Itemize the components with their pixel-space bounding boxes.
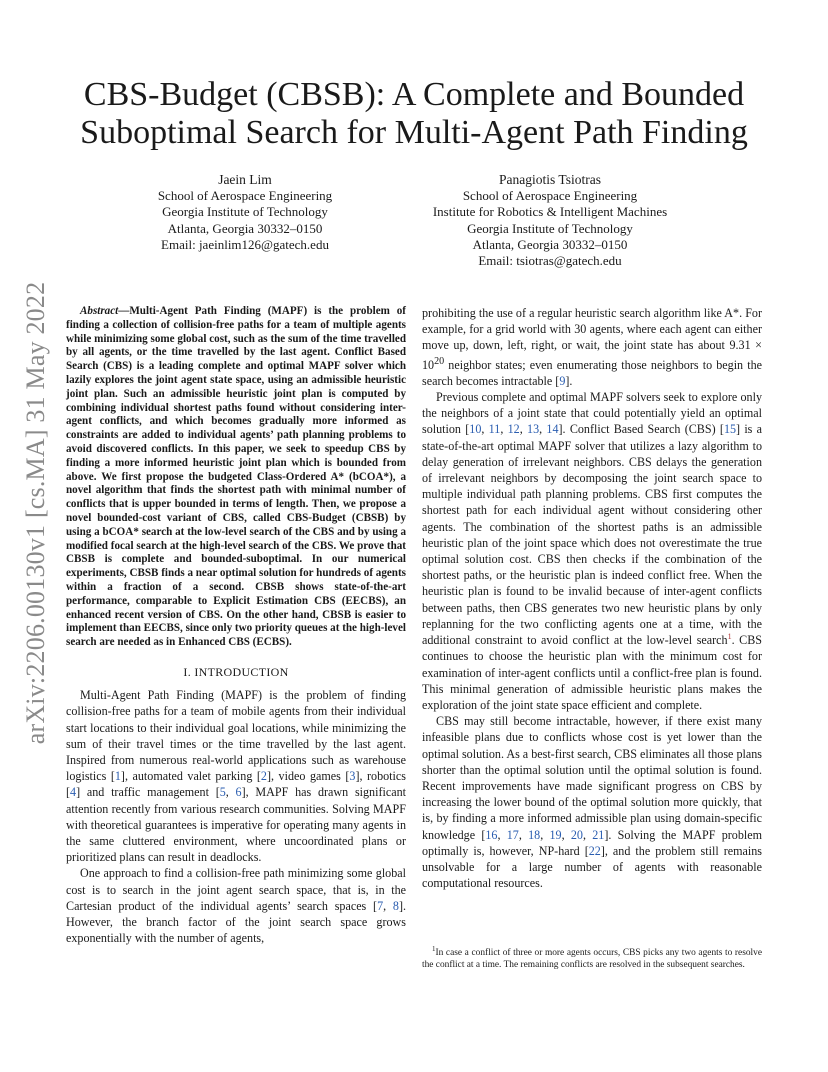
author-affiliation: Georgia Institute of Technology [467, 220, 633, 236]
citation-link[interactable]: 20 [570, 827, 583, 842]
citation-link[interactable]: 9 [559, 373, 566, 388]
author-affiliation: Institute for Robotics & Intelligent Machines [432, 204, 668, 220]
citation-link[interactable]: 4 [70, 785, 77, 800]
author-affiliation: School of Aerospace Engineering [462, 188, 638, 204]
citation-link[interactable]: 13 [527, 422, 540, 437]
citation-link[interactable]: 19 [549, 827, 562, 842]
citation-link[interactable]: 16 [485, 827, 498, 842]
citation-link[interactable]: 1 [114, 769, 121, 784]
citation-link[interactable]: 18 [528, 827, 541, 842]
citation-link[interactable]: 11 [488, 422, 501, 437]
citation-link[interactable]: 21 [592, 827, 605, 842]
arxiv-identifier: arXiv:2206.00130v1 [cs.MA] 31 May 2022 [21, 281, 50, 745]
footnote [422, 944, 762, 971]
citation-link[interactable]: 14 [546, 422, 559, 437]
citation-link[interactable]: 5 [219, 785, 226, 800]
author-block-1 [120, 172, 370, 253]
citation-link[interactable]: 7 [377, 898, 384, 913]
author-email: Email: tsiotras@gatech.edu [478, 253, 622, 269]
citation-link[interactable]: 15 [723, 422, 737, 437]
left-column [66, 305, 406, 946]
intro-paragraph-2: One approach to find a collision-free path minimizing some global cost is to search in the joint agent search space, that is, in the Cartesian product of the individual agents’ search spaces [7, 8]. However, the branch factor of the joint search space grows exponentially with the number of agents, [66, 866, 406, 946]
citation-link[interactable]: 2 [260, 769, 267, 784]
footnote-mark: 1 [432, 945, 436, 953]
citation-link[interactable]: 8 [392, 898, 399, 913]
citation-link[interactable]: 17 [506, 827, 519, 842]
footnote-text: $^1$In case a conflict of three or more agents occurs, CBS picks any two agents to resolve the conflict at a time. The remaining conflicts are resolved in the subsequent searches. [422, 945, 762, 970]
citation-link[interactable]: 12 [507, 422, 520, 437]
author-name: Panagiotis Tsiotras [499, 172, 601, 187]
author-affiliation: School of Aerospace Engineering [157, 188, 333, 204]
arxiv-sidebar [14, 268, 58, 758]
math-exponent: 20 [434, 355, 445, 367]
author-address: Atlanta, Georgia 30332–0150 [472, 236, 628, 252]
paper-title [60, 76, 768, 152]
title-line-1: CBS-Budget (CBSB): A Complete and Bounded [83, 76, 745, 113]
right-column [422, 305, 762, 891]
section-heading-introduction: I. INTRODUCTION [183, 664, 289, 679]
math-expression: 9.31 × 10 [422, 338, 762, 372]
abstract [66, 305, 406, 650]
footnote-reference[interactable]: 1 [727, 632, 732, 642]
right-paragraph-2: Previous complete and optimal MAPF solvers seek to explore only the neighbors of a joint state that could potentially yield an optimal solution [10, 11, 12, 13, 14]. Conflict Based Search (CBS) [15] is a state-of-the-art optimal MAPF solver that utilizes a lazy algorithm to delay generation of irrelevant neighbors. CBS delays the generation of irrelevant neighbors by decomposing the joint search space to multiple individual path planning problems. CBS first computes the shortest path for each individual agent without considering other agents. The combination of the shortest paths is an admissible heuristic plan of the joint space which does not overestimate the true optimal solution cost. CBS then checks if the combination of the shortest paths, or the heuristic plan is indeed conflict free. When the heuristic plan is found to be invalid because of inter-agent conflicts between paths, then CBS generates two new heuristic plans by only replanning for the two conflicting agents one at a time, with the additional constraint to avoid conflict at the low-level search$^1$. CBS continues to choose the heuristic plan with the minimum cost for examination of inter-agent conflicts until a conflict-free plan is found. This minimal generation of admissible heuristic plans makes the exploration of the joint state space efficient and complete. [422, 390, 763, 712]
abstract-label: Abstract [80, 305, 119, 317]
citation-link[interactable]: 3 [349, 769, 356, 784]
intro-paragraph-1: Multi-Agent Path Finding (MAPF) is the problem of finding collision-free paths for a team of mobile agents from their individual start locations to their individual goal locations, while minimizing the sum of their travel times or the time travelled by the last agent. Inspired from numerous real-world applications such as warehouse logistics [1], automated valet parking [2], video games [3], robotics [4] and traffic management [5, 6], MAPF has drawn significant attention recently from various research communities. Solving MAPF with theoretical guarantees is imperative for operating many agents in the same cluttered environment, where uncoordinated plans or prioritized plans can result in deadlocks. [66, 688, 406, 865]
citation-link[interactable]: 10 [469, 422, 482, 437]
author-affiliation: Georgia Institute of Technology [162, 204, 328, 220]
citation-link[interactable]: 6 [235, 785, 242, 800]
abstract-text: —Multi-Agent Path Finding (MAPF) is the problem of finding a collection of collision-free paths for a team of multiple agents while minimizing some global cost, such as the sum of the time travelled by all agents, or the time travelled by the last agent. Conflict Based Search (CBS) is a leading complete and optimal MAPF solver which lazily explores the joint agent state space, using an admissible heuristic joint plan. Such an admissible heuristic joint plan is computed by combining individual shortest paths found without considering inter-agent conflicts, and which becomes gradually more informed as constraints are added to individual agents’ path planning problems to avoid discovered conflicts. In this paper, we seek to speedup CBS by finding a more informed heuristic joint plan which is bounded from above. We first propose the budgeted Class-Ordered A* (bCOA*), a novel algorithm that finds the shortest path with minimal number of conflicts that is upper bounded in terms of length. Then, we propose a novel bounded-cost variant of CBS, called CBS-Budget (CBSB) by using a bCOA* search at the low-level search of the CBS and by using a modified focal search at the high-level search of the CBS. We prove that CBSB is complete and bounded-suboptimal. In our numerical experiments, CBSB finds a near optimal solution for hundreds of agents within a fraction of a second. CBSB shows state-of-the-art performance, comparable to Explicit Estimation CBS (EECBS), an enhanced recent version of CBS. On the other hand, CBSB is easier to implement than EECBS, since only two priority queues at the high-level search are needed as in Enhanced CBS (ECBS). [66, 305, 406, 649]
right-paragraph-1: prohibiting the use of a regular heuristic search algorithm like A*. For example, for a grid world with 30 agents, where each agent can either move up, down, left, right, or wait, the joint state has about $9.31 \times 10^{20}$ neighbor states; even enumerating those neighbors to begin the search becomes intractable [9]. [422, 306, 762, 388]
right-paragraph-3: CBS may still become intractable, however, if there exist many infeasible plans due to conflicts whose cost is yet lower than the optimal solution. As a best-first search, CBS eliminates all those plans shorter than the optimal solution until the optimal solution is found. Recent improvements have made significant progress on CBS by increasing the lower bound of the optimal solution more quickly, that is, by finding a more informed admissible plan using domain-specific knowledge [16, 17, 18, 19, 20, 21]. Solving the MAPF problem optimally is, however, NP-hard [22], and the problem still remains unsolvable for a large number of agents with reasonable computational resources. [422, 714, 763, 891]
author-block-2 [400, 172, 700, 269]
citation-link[interactable]: 22 [588, 843, 601, 858]
author-email: Email: jaeinlim126@gatech.edu [161, 236, 329, 252]
author-address: Atlanta, Georgia 30332–0150 [167, 220, 323, 236]
title-line-2: Suboptimal Search for Multi-Agent Path Finding [80, 114, 748, 151]
author-name: Jaein Lim [218, 172, 272, 187]
